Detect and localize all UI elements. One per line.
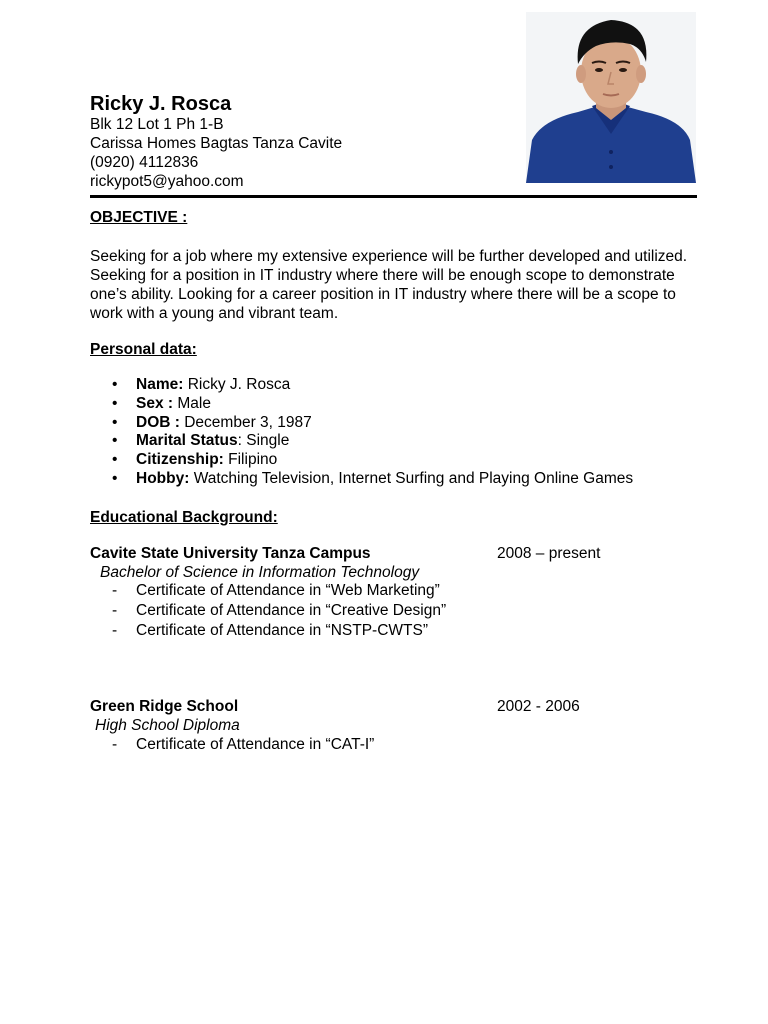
sex-value: Male (173, 394, 211, 412)
name-label: Name: (136, 376, 184, 393)
list-item (136, 432, 633, 451)
list-item: - Certificate of Attendance in “NSTP-CWTS” (112, 622, 429, 639)
list-item (136, 451, 633, 470)
objective-text: Seeking for a job where my extensive experience will be further developed and utilized. Seeking for a position in IT industry where there will be enough scope to demonstrate one’s ability. Looking for a career position in IT industry where there will be a scope to work with a young and vibrant team. (90, 248, 688, 322)
sex-label: Sex : (136, 394, 174, 412)
personal-data-heading: Personal data: (90, 341, 197, 358)
dob-label: DOB : (136, 413, 180, 431)
list-item: - Certificate of Attendance in “Creative Design” (112, 602, 447, 619)
citizenship-label: Citizenship: (136, 451, 224, 469)
applicant-name: Ricky J. Rosca (90, 93, 232, 115)
high-school-degree: High School Diploma (95, 717, 240, 734)
list-item: - Certificate of Attendance in “CAT-I” (112, 736, 375, 753)
college-certificates (112, 581, 446, 641)
address-line-1: Blk 12 Lot 1 Ph 1-B (90, 116, 224, 133)
high-school-years: 2002 - 2006 (497, 698, 580, 715)
phone-number: (0920) 4112836 (90, 154, 199, 171)
high-school-certificates (112, 735, 374, 755)
personal-data-list (90, 376, 633, 489)
address-line-2: Carissa Homes Bagtas Tanza Cavite (90, 135, 343, 152)
citizenship-value: Filipino (223, 451, 278, 469)
certificate-text: Certificate of Attendance in “Creative Design” (136, 602, 447, 619)
profile-photo (526, 12, 696, 183)
list-item (136, 395, 633, 414)
marital-status-value: : Single (237, 432, 290, 450)
list-item: - Certificate of Attendance in “Web Marketing” (112, 582, 440, 599)
college-name: Cavite State University Tanza Campus (90, 545, 371, 562)
email-address: rickypot5@yahoo.com (90, 173, 244, 190)
college-years: 2008 – present (497, 545, 601, 562)
header-divider (90, 195, 697, 198)
hobby-label: Hobby: (136, 469, 190, 487)
certificate-text: Certificate of Attendance in “NSTP-CWTS” (136, 622, 429, 639)
list-item (136, 470, 633, 489)
college-degree: Bachelor of Science in Information Technology (100, 564, 420, 581)
marital-status-label: Marital Status (136, 432, 238, 450)
certificate-text: Certificate of Attendance in “Web Marketing” (136, 582, 440, 599)
education-heading: Educational Background: (90, 509, 278, 526)
list-item (136, 376, 633, 395)
objective-heading: OBJECTIVE : (90, 209, 188, 226)
list-item (136, 414, 633, 433)
certificate-text: Certificate of Attendance in “CAT-I” (136, 736, 375, 753)
dob-value: December 3, 1987 (179, 413, 312, 431)
name-value: Ricky J. Rosca (183, 376, 291, 393)
high-school-name: Green Ridge School (90, 698, 239, 715)
hobby-value: Watching Television, Internet Surfing and Playing Online Games (189, 469, 634, 487)
